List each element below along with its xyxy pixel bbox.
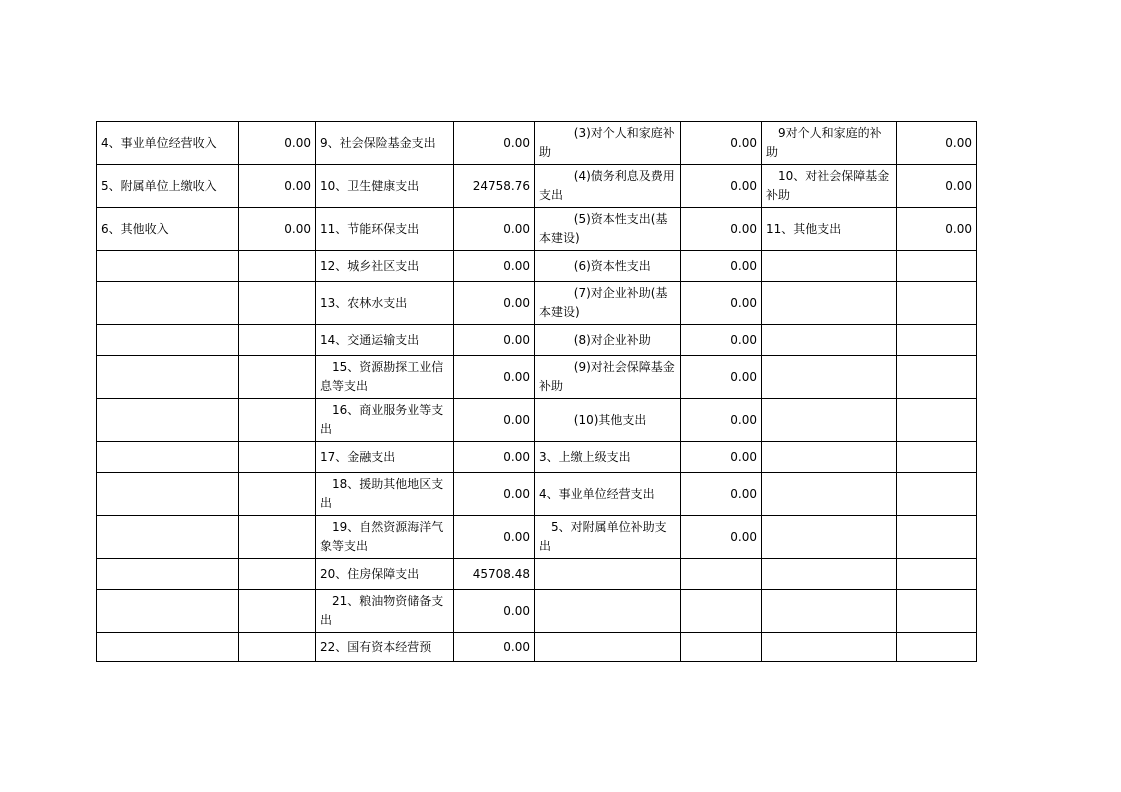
cell-economic-text: (5)资本性支出(基本建设) [539, 212, 668, 245]
cell-function-item [316, 356, 454, 399]
cell-function-amount: 24758.76 [454, 165, 535, 208]
cell-other-item [762, 122, 897, 165]
cell-function-amount: 0.00 [454, 633, 535, 662]
cell-economic-text: (10)其他支出 [573, 412, 647, 427]
cell-other-amount [897, 282, 977, 325]
cell-economic-item [535, 516, 681, 559]
cell-economic-item: 4、事业单位经营支出 [535, 473, 681, 516]
cell-other-amount: 0.00 [897, 208, 977, 251]
cell-income-item [97, 399, 239, 442]
table-row [97, 559, 977, 590]
table-row [97, 516, 977, 559]
cell-other-amount [897, 559, 977, 590]
cell-other-amount [897, 442, 977, 473]
cell-function-amount: 0.00 [454, 473, 535, 516]
cell-function-text: 16、商业服务业等支出 [320, 403, 444, 436]
cell-income-amount [239, 590, 316, 633]
cell-income-amount [239, 356, 316, 399]
cell-function-amount: 0.00 [454, 442, 535, 473]
cell-function-amount: 0.00 [454, 590, 535, 633]
cell-economic-text: (4)债务利息及费用支出 [539, 169, 675, 202]
cell-income-amount [239, 516, 316, 559]
cell-economic-text: (9)对社会保障基金补助 [539, 360, 675, 393]
cell-function-item [316, 473, 454, 516]
cell-function-amount: 0.00 [454, 516, 535, 559]
cell-other-item [762, 282, 897, 325]
table-row [97, 473, 977, 516]
cell-economic-amount: 0.00 [681, 356, 762, 399]
table-row [97, 325, 977, 356]
cell-income-item: 6、其他收入 [97, 208, 239, 251]
cell-income-item [97, 442, 239, 473]
cell-economic-amount: 0.00 [681, 122, 762, 165]
cell-economic-item [535, 590, 681, 633]
cell-function-amount: 0.00 [454, 251, 535, 282]
cell-other-amount [897, 633, 977, 662]
cell-function-item: 17、金融支出 [316, 442, 454, 473]
cell-economic-amount [681, 590, 762, 633]
cell-economic-text: 5、对附属单位补助支出 [539, 520, 667, 553]
cell-economic-text: (3)对个人和家庭补助 [539, 126, 675, 159]
cell-income-amount: 0.00 [239, 165, 316, 208]
table-row [97, 590, 977, 633]
cell-economic-item [535, 251, 681, 282]
cell-function-amount: 45708.48 [454, 559, 535, 590]
cell-income-amount [239, 473, 316, 516]
cell-other-item [762, 251, 897, 282]
cell-other-amount [897, 356, 977, 399]
cell-economic-amount [681, 559, 762, 590]
cell-other-item [762, 473, 897, 516]
cell-economic-amount: 0.00 [681, 473, 762, 516]
cell-economic-text: (6)资本性支出 [573, 258, 651, 273]
cell-function-item: 22、国有资本经营预 [316, 633, 454, 662]
table-row [97, 442, 977, 473]
cell-economic-amount: 0.00 [681, 516, 762, 559]
table-row [97, 165, 977, 208]
cell-income-item [97, 325, 239, 356]
cell-other-item [762, 559, 897, 590]
cell-function-amount: 0.00 [454, 208, 535, 251]
cell-other-amount: 0.00 [897, 165, 977, 208]
cell-income-amount [239, 282, 316, 325]
cell-economic-item [535, 282, 681, 325]
cell-income-amount [239, 399, 316, 442]
cell-income-item [97, 282, 239, 325]
cell-income-item: 4、事业单位经营收入 [97, 122, 239, 165]
cell-economic-amount: 0.00 [681, 251, 762, 282]
cell-function-item: 9、社会保险基金支出 [316, 122, 454, 165]
cell-other-amount [897, 473, 977, 516]
cell-economic-item [535, 399, 681, 442]
cell-economic-amount: 0.00 [681, 208, 762, 251]
cell-economic-amount: 0.00 [681, 399, 762, 442]
cell-other-amount [897, 251, 977, 282]
cell-income-amount [239, 442, 316, 473]
table-row [97, 122, 977, 165]
cell-other-item [762, 516, 897, 559]
table-row [97, 251, 977, 282]
cell-other-item [762, 165, 897, 208]
table-row [97, 356, 977, 399]
cell-function-item [316, 399, 454, 442]
cell-other-amount [897, 516, 977, 559]
cell-income-item [97, 473, 239, 516]
cell-economic-item [535, 165, 681, 208]
cell-function-text: 21、粮油物资储备支出 [320, 594, 444, 627]
cell-economic-item: 3、上缴上级支出 [535, 442, 681, 473]
cell-other-item: 11、其他支出 [762, 208, 897, 251]
cell-income-amount: 0.00 [239, 122, 316, 165]
cell-function-item [316, 590, 454, 633]
cell-economic-item [535, 356, 681, 399]
table-row [97, 282, 977, 325]
cell-income-amount [239, 559, 316, 590]
cell-income-item [97, 633, 239, 662]
table-row [97, 208, 977, 251]
cell-function-amount: 0.00 [454, 356, 535, 399]
table-row [97, 633, 977, 662]
cell-function-text: 15、资源勘探工业信息等支出 [320, 360, 444, 393]
cell-function-item: 20、住房保障支出 [316, 559, 454, 590]
cell-income-item [97, 516, 239, 559]
cell-income-amount [239, 325, 316, 356]
cell-income-amount [239, 251, 316, 282]
cell-income-item [97, 559, 239, 590]
cell-economic-item [535, 208, 681, 251]
cell-other-amount [897, 325, 977, 356]
cell-economic-item [535, 325, 681, 356]
cell-economic-amount: 0.00 [681, 282, 762, 325]
cell-other-text: 9对个人和家庭的补助 [766, 126, 882, 159]
cell-other-item [762, 399, 897, 442]
cell-other-item [762, 590, 897, 633]
cell-income-item: 5、附属单位上缴收入 [97, 165, 239, 208]
table-row [97, 399, 977, 442]
cell-other-item [762, 633, 897, 662]
cell-function-amount: 0.00 [454, 282, 535, 325]
cell-function-item: 13、农林水支出 [316, 282, 454, 325]
cell-economic-text: (7)对企业补助(基本建设) [539, 286, 668, 319]
cell-economic-item [535, 122, 681, 165]
cell-function-item: 10、卫生健康支出 [316, 165, 454, 208]
cell-income-item [97, 251, 239, 282]
cell-economic-amount [681, 633, 762, 662]
cell-function-item: 14、交通运输支出 [316, 325, 454, 356]
cell-function-amount: 0.00 [454, 399, 535, 442]
cell-economic-item [535, 559, 681, 590]
cell-function-item: 11、节能环保支出 [316, 208, 454, 251]
cell-function-amount: 0.00 [454, 325, 535, 356]
cell-economic-amount: 0.00 [681, 325, 762, 356]
cell-income-amount: 0.00 [239, 208, 316, 251]
cell-other-text: 10、对社会保障基金补助 [766, 169, 890, 202]
cell-other-amount [897, 399, 977, 442]
cell-function-amount: 0.00 [454, 122, 535, 165]
cell-other-amount: 0.00 [897, 122, 977, 165]
cell-function-item [316, 516, 454, 559]
cell-other-item [762, 325, 897, 356]
cell-economic-text: (8)对企业补助 [573, 332, 651, 347]
cell-function-text: 19、自然资源海洋气象等支出 [320, 520, 444, 553]
cell-economic-item [535, 633, 681, 662]
budget-table [96, 121, 977, 662]
cell-function-text: 18、援助其他地区支出 [320, 477, 444, 510]
cell-income-item [97, 590, 239, 633]
cell-other-amount [897, 590, 977, 633]
cell-economic-amount: 0.00 [681, 165, 762, 208]
cell-function-item: 12、城乡社区支出 [316, 251, 454, 282]
cell-economic-amount: 0.00 [681, 442, 762, 473]
cell-income-amount [239, 633, 316, 662]
cell-other-item [762, 356, 897, 399]
cell-other-item [762, 442, 897, 473]
cell-income-item [97, 356, 239, 399]
